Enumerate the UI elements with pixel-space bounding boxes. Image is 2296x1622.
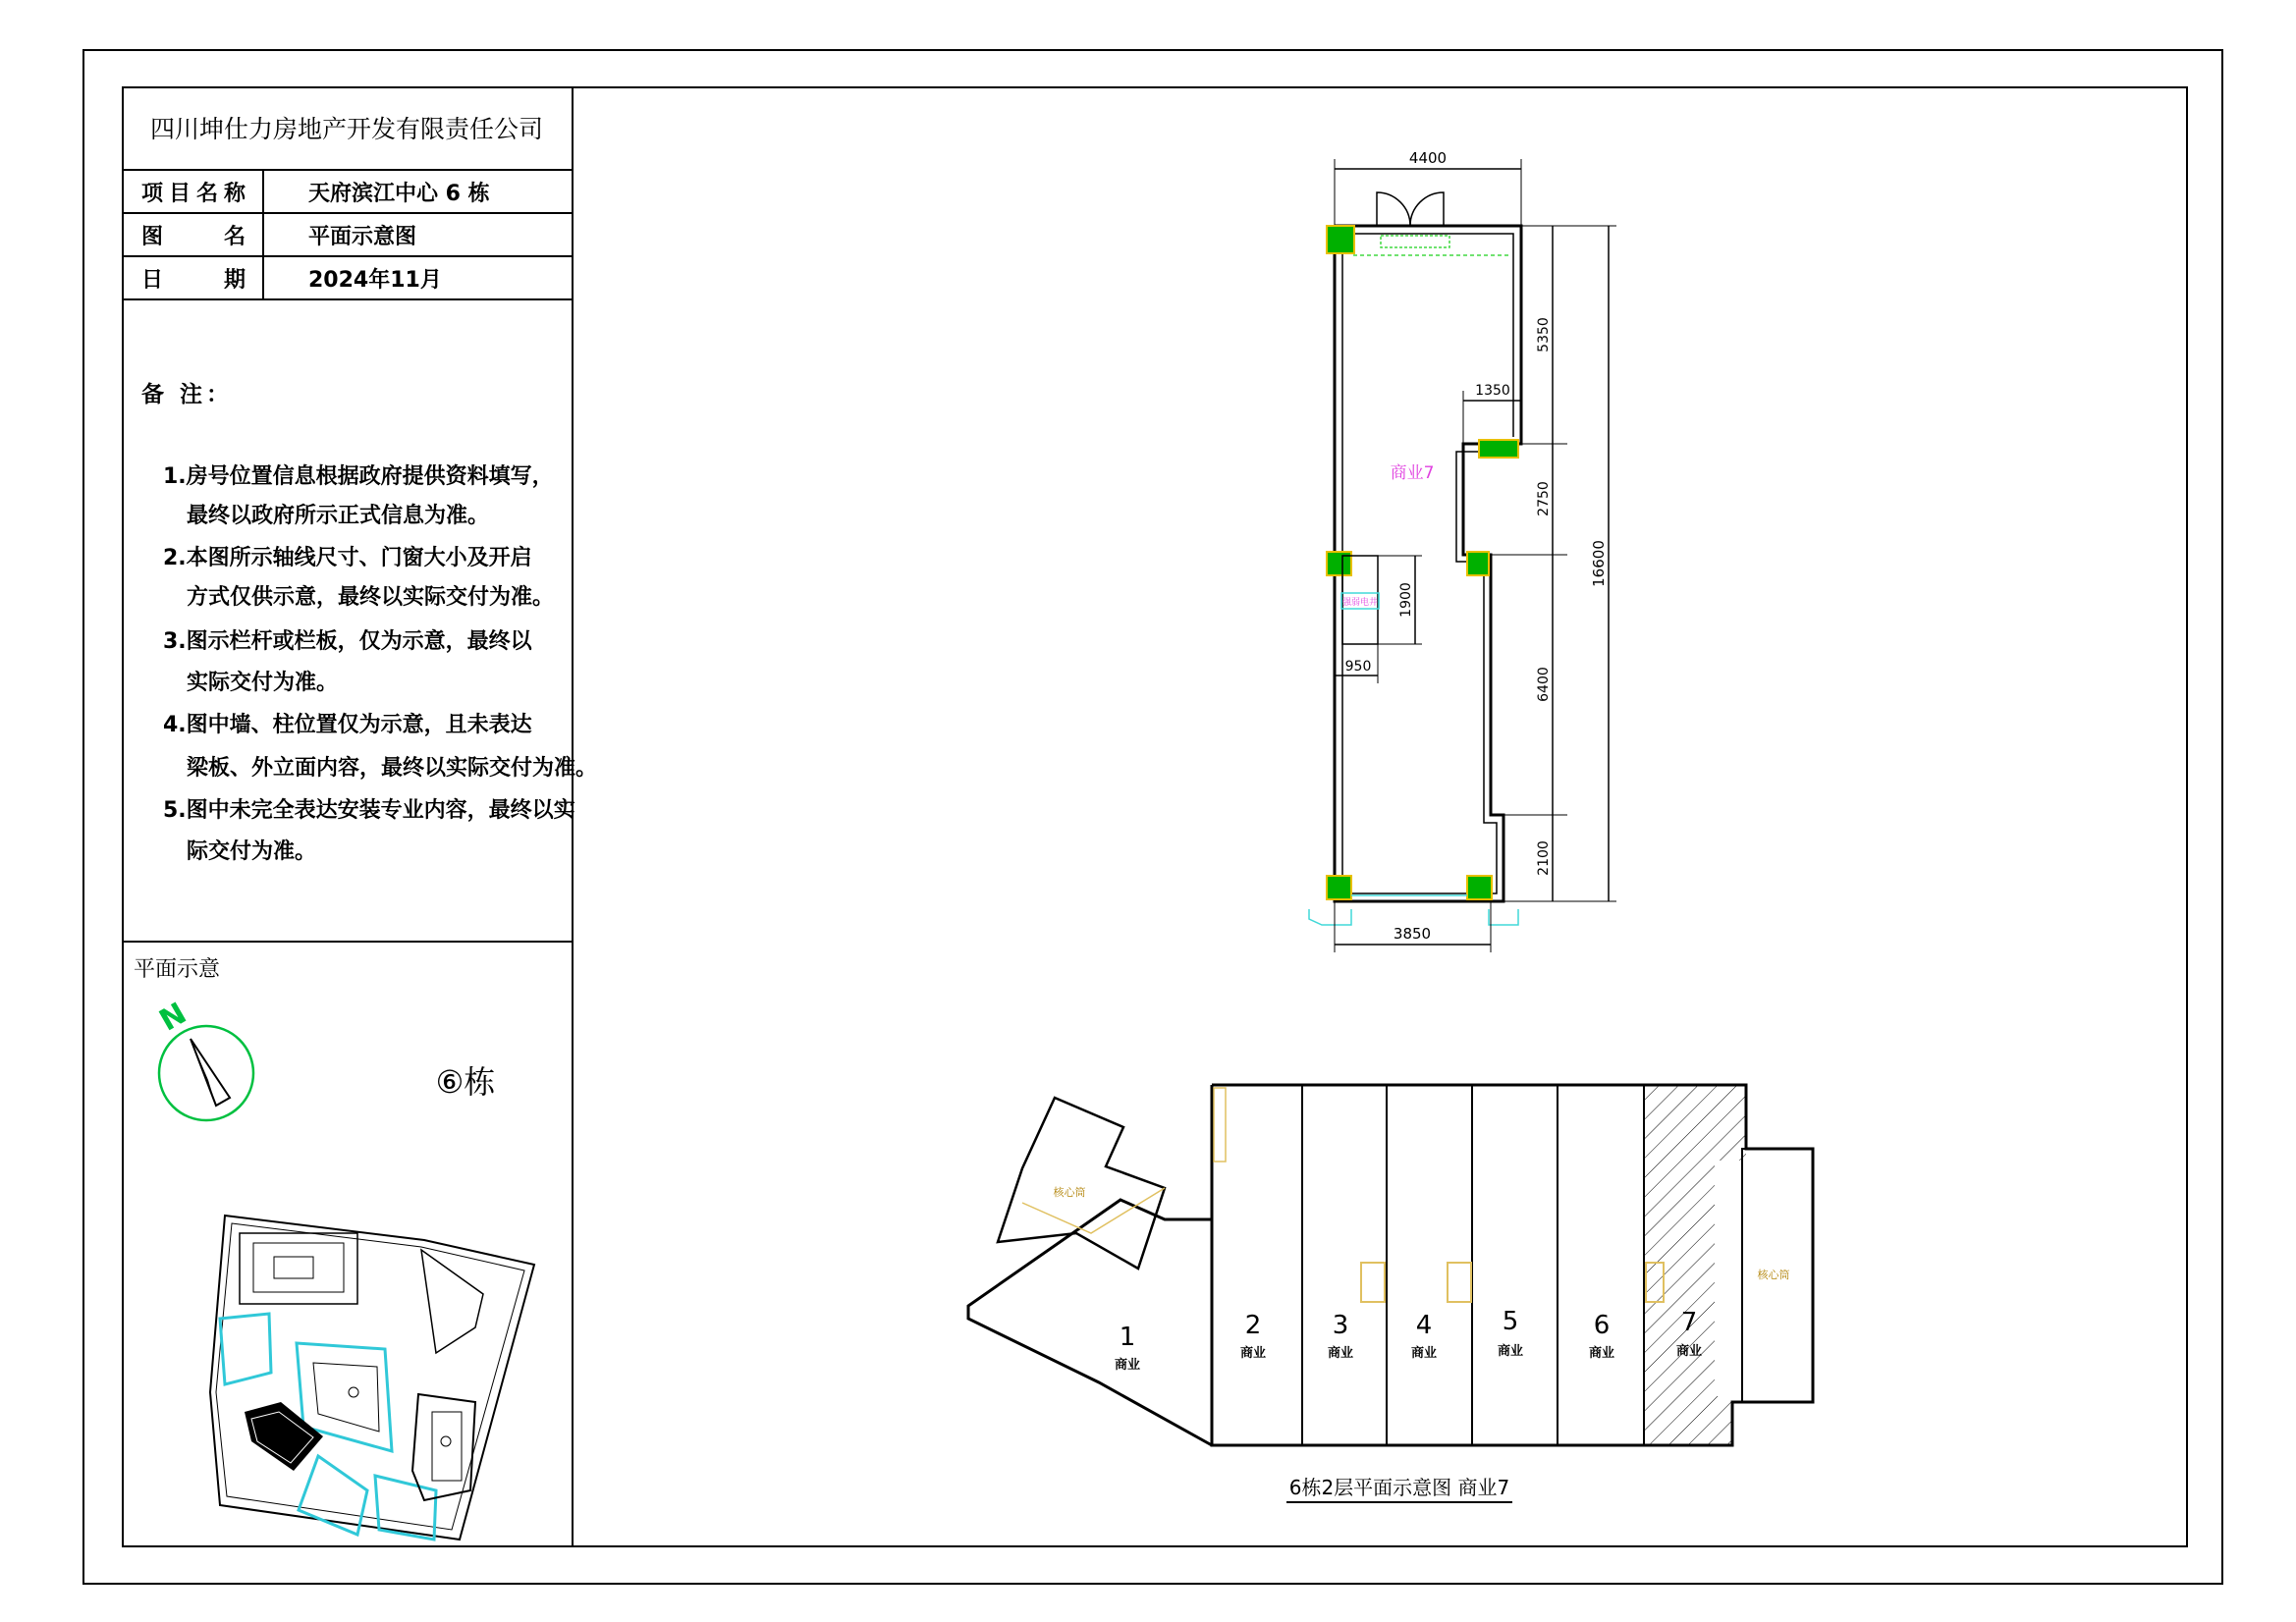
- unit-use: 商业: [1239, 1346, 1267, 1361]
- drawing-name-row: [122, 214, 572, 257]
- unit-number: 6: [1593, 1311, 1611, 1340]
- dim-total-height: 16600: [1590, 540, 1608, 587]
- dim-niche-width: 950: [1344, 659, 1372, 675]
- column: [1467, 876, 1492, 899]
- unit-number: 5: [1502, 1307, 1519, 1336]
- drawing-name-label: 图 名: [122, 214, 264, 255]
- project-name-row: [122, 171, 572, 214]
- unit-number: 3: [1332, 1311, 1349, 1340]
- dim-top-width: 4400: [1408, 149, 1448, 167]
- note-line: 1.房号位置信息根据政府提供资料填写，: [163, 464, 554, 489]
- site-plan-label: 平面示意: [134, 957, 221, 982]
- building-tag: ⑥栋: [435, 1063, 496, 1101]
- unit-number: 1: [1119, 1323, 1136, 1352]
- drawing-name-value: 平面示意图: [308, 224, 417, 249]
- floor-plan: [968, 1085, 1813, 1502]
- core-label-right: 核心筒: [1757, 1269, 1790, 1281]
- company-name: 四川坤仕力房地产开发有限责任公司: [122, 86, 572, 171]
- column: [1467, 552, 1489, 575]
- unit-number: 4: [1415, 1311, 1433, 1340]
- dim-seg1: 5350: [1536, 317, 1552, 352]
- unit-plan: [1309, 149, 1616, 952]
- site-plan-map: [122, 980, 572, 1545]
- unit-use: 商业: [1327, 1346, 1354, 1361]
- unit-use: 商业: [1114, 1358, 1141, 1373]
- dim-step-width: 1350: [1475, 383, 1510, 399]
- drawing-area: [575, 88, 2186, 1545]
- dim-niche-height: 1900: [1398, 582, 1414, 618]
- title-block: [122, 86, 598, 1547]
- notes-title: 备 注：: [141, 382, 234, 407]
- column: [1479, 440, 1518, 458]
- dim-seg2: 2750: [1536, 481, 1552, 516]
- dim-bottom-width: 3850: [1393, 925, 1432, 943]
- compass-icon: [154, 997, 253, 1120]
- date-value: 2024年11月: [308, 267, 442, 293]
- note-line: 方式仅供示意，最终以实际交付为准。: [187, 585, 555, 610]
- highlighted-unit-7: [1644, 1085, 1746, 1445]
- unit-use: 商业: [1410, 1346, 1438, 1361]
- date-label: 日 期: [122, 257, 264, 298]
- unit-use: 商业: [1675, 1344, 1703, 1359]
- note-line: 5.图中未完全表达安装专业内容，最终以实: [163, 798, 575, 823]
- niche-label: 强弱电井: [1341, 598, 1379, 608]
- project-name-label: 项目名称: [122, 171, 264, 212]
- unit-number: 2: [1244, 1311, 1262, 1340]
- north-label: N: [153, 996, 192, 1039]
- floor-plan-caption: 6栋2层平面示意图 商业7: [1288, 1476, 1510, 1499]
- dim-seg4: 2100: [1536, 840, 1552, 876]
- unit-number: 7: [1680, 1308, 1698, 1337]
- unit-label: 商业7: [1390, 463, 1435, 483]
- note-line: 实际交付为准。: [187, 671, 339, 695]
- dim-seg3: 6400: [1536, 667, 1552, 702]
- note-line: 2.本图所示轴线尺寸、门窗大小及开启: [163, 546, 532, 570]
- note-line: 3.图示栏杆或栏板，仅为示意，最终以: [163, 629, 532, 654]
- core-label-left: 核心筒: [1053, 1186, 1086, 1199]
- note-line: 最终以政府所示正式信息为准。: [187, 504, 490, 528]
- project-name-value: 天府滨江中心 6 栋: [308, 181, 490, 206]
- note-line: 梁板、外立面内容，最终以实际交付为准。: [187, 756, 598, 781]
- date-row: [122, 257, 572, 300]
- note-line: 4.图中墙、柱位置仅为示意，且未表达: [163, 713, 532, 737]
- column: [1327, 226, 1354, 253]
- unit-use: 商业: [1497, 1344, 1524, 1359]
- unit-use: 商业: [1588, 1346, 1615, 1361]
- site-plan-divider: [122, 941, 572, 943]
- column: [1327, 876, 1351, 899]
- note-line: 际交付为准。: [187, 839, 317, 864]
